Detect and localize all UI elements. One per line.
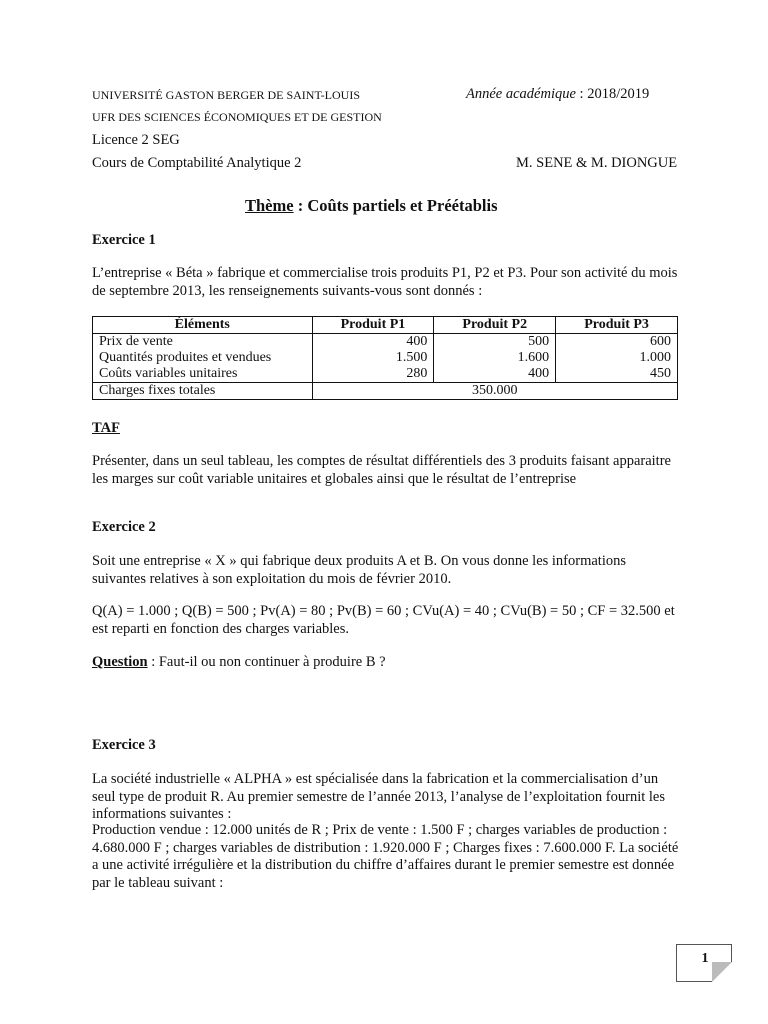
table-cell: 1.600 [434, 350, 556, 366]
exercise-1-title: Exercice 1 [92, 232, 156, 248]
taf-label: TAF [92, 420, 120, 436]
exercise-2-intro: Soit une entreprise « X » qui fabrique deux produits A et B. On vous donne les informations suivantes relatives à son exploitation du mois de février 2010. [92, 553, 627, 587]
exercise-3-title: Exercice 3 [92, 737, 156, 753]
table-row-fixed-charges [93, 383, 678, 400]
course-name: Cours de Comptabilité Analytique 2 [92, 155, 302, 171]
exercise-2-data: Q(A) = 1.000 ; Q(B) = 500 ; Pv(A) = 80 ; Pv(B) = 60 ; CVu(A) = 40 ; CVu(B) = 50 ; CF = 32.500 et est reparti en fonction des charges variables. [92, 603, 675, 637]
exercise-3-text: La société industrielle « ALPHA » est spécialisée dans la fabrication et la commercialisation d’un seul type de produit R. Au premier semestre de l’année 2013, l’analyse de l’exploitation fournit les informations suivantes : [92, 771, 665, 822]
page-number-box [676, 944, 732, 982]
table-row [93, 366, 678, 383]
question-text: : Faut-il ou non continuer à produire B ? [147, 654, 386, 670]
table-header: Produit P3 [556, 317, 678, 334]
academic-year [466, 86, 649, 103]
table-cell: Quantités produites et vendues [93, 350, 313, 366]
question-label: Question [92, 654, 148, 670]
table-header: Éléments [93, 317, 313, 334]
academic-year-value: : 2018/2019 [575, 86, 650, 102]
table-cell: 450 [556, 366, 678, 383]
university-name: UNIVERSITÉ GASTON BERGER DE SAINT-LOUIS [92, 88, 361, 102]
table-row [93, 350, 678, 366]
table-cell: 1.000 [556, 350, 678, 366]
table-header: Produit P1 [312, 317, 434, 334]
table-cell: 400 [312, 334, 434, 351]
table-cell: 600 [556, 334, 678, 351]
table-cell: Coûts variables unitaires [93, 366, 313, 383]
page-fold-corner [712, 962, 732, 982]
table-cell: Charges fixes totales [93, 383, 313, 400]
exercise-1-table [92, 316, 678, 400]
exercise-2-title: Exercice 2 [92, 519, 156, 535]
exercise-1-intro: L’entreprise « Béta » fabrique et commercialise trois produits P1, P2 et P3. Pour son activité du mois de septembre 2013, les renseignements suivants-vous sont donnés : [92, 265, 678, 299]
ufr-name: UFR DES SCIENCES ÉCONOMIQUES ET DE GESTION [92, 110, 382, 124]
page-number: 1 [701, 951, 709, 966]
table-header: Produit P2 [434, 317, 556, 334]
table-cell: 350.000 [312, 383, 677, 400]
level: Licence 2 SEG [92, 132, 180, 148]
table-cell: 400 [434, 366, 556, 383]
theme-label: Thème [245, 196, 294, 215]
exercise-3-text-2: Production vendue : 12.000 unités de R ; Prix de vente : 1.500 F ; charges variables de production : 4.680.000 F ; charges variables de distribution : 1.920.000 F ; Charges fixes : 7.600.000 F. La société a une activité irrégulière et la distribution du chiffre d’affaires durant le premier semestre est donnée par le tableau suivant : [92, 822, 679, 891]
taf-text: Présenter, dans un seul tableau, les comptes de résultat différentiels des 3 produits faisant apparaitre les marges sur coût variable unitaires et globales ainsi que le résultat de l’entreprise [92, 453, 671, 487]
table-cell: Prix de vente [93, 334, 313, 351]
table-header-row [93, 317, 678, 334]
table-cell: 500 [434, 334, 556, 351]
table-row [93, 334, 678, 351]
page-title [245, 196, 498, 216]
table-cell: 280 [312, 366, 434, 383]
exercise-2-question [92, 654, 386, 671]
table-cell: 1.500 [312, 350, 434, 366]
theme-text: : Coûts partiels et Préétablis [293, 196, 498, 215]
teachers: M. SENE & M. DIONGUE [516, 155, 678, 171]
academic-year-label: Année académique [466, 86, 576, 102]
